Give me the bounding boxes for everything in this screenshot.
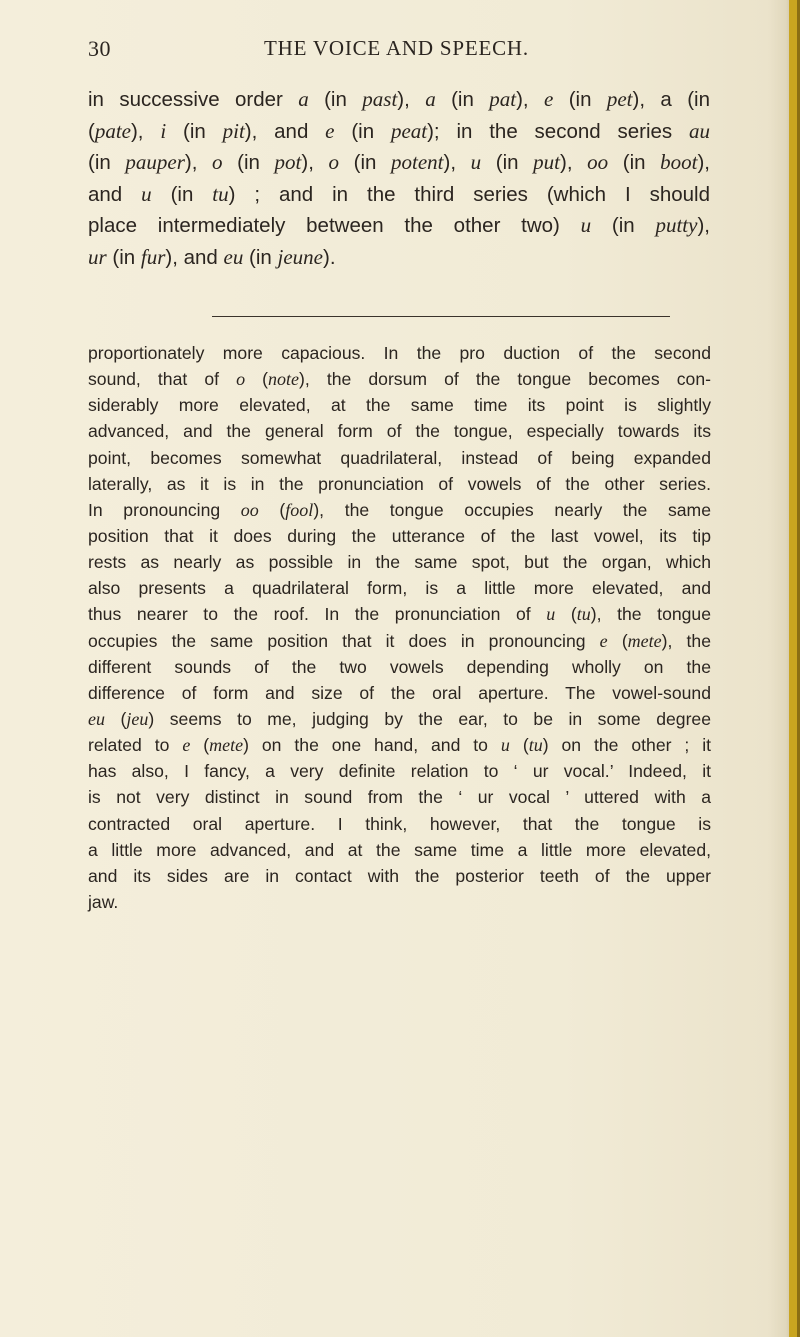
italic-term: peat [390,118,428,143]
text-run: (in [334,119,391,143]
italic-term: jeune [277,244,324,269]
italic-term: oo [240,499,259,520]
text-run: place intermediately between the other two) [88,214,581,238]
italic-term: e [182,735,191,756]
text-run: (in [481,151,534,175]
running-head [88,36,688,66]
body-line [88,654,711,680]
body-line [88,706,711,732]
text-run: position that it does during the utterance of the last vowel, its tip [88,525,711,546]
text-run: in successive order [88,88,299,111]
body-line [88,366,711,392]
text-run: sound, that of [88,369,237,390]
italic-term: putty [655,213,698,238]
text-run: ( [607,630,628,651]
text-run: (in [106,245,141,269]
text-run: (in [608,151,661,175]
body-line [88,471,711,497]
text-run: (in [243,245,278,269]
text-run: occupies the same position that it does in pronouncing [88,630,600,651]
italic-term: o [328,150,340,175]
text-run: ) on the other ; it [542,735,712,756]
italic-term: ur [88,244,107,269]
body-line [88,392,711,418]
text-run: ), the tongue [590,604,711,625]
text-run: ), [443,151,471,175]
text-run: difference of form and size of the oral aperture. The vowel-sound [88,682,711,703]
italic-term: fur [140,244,166,269]
upper-line [88,147,710,179]
italic-term: boot [660,150,698,175]
lower-paragraph [88,340,711,915]
body-line [88,811,711,837]
text-run: ( [88,119,95,143]
italic-term: oo [587,150,609,175]
italic-term: pot [274,150,302,175]
body-line [88,758,711,784]
text-run: ), the [661,630,712,651]
text-run: ); in the second series [427,119,689,143]
text-run: ), and [244,119,326,143]
body-line [88,680,711,706]
text-run: ) on the one hand, and to [243,735,501,756]
italic-term: past [362,87,398,111]
text-run: laterally, as it is in the pronunciation of vowels of the other series. [88,473,711,494]
italic-term: jeu [126,708,149,729]
body-line [88,628,711,654]
text-run: ), [560,151,588,175]
italic-term: e [543,87,554,111]
body-line [88,601,711,627]
text-run: ( [258,499,286,520]
text-run: ), [397,88,426,111]
upper-line [88,116,710,148]
text-run: ( [509,735,529,756]
italic-term: o [212,150,223,175]
body-line [88,575,711,601]
text-run: is not very distinct in sound from the ‘ ur vocal ’ uttered with a [88,787,711,808]
text-run: also presents a quadrilateral form, is a little more elevated, and [88,578,711,599]
italic-term: tu [212,181,229,206]
text-run: point, becomes somewhat quadrilateral, instead of being expanded [88,447,711,468]
upper-line [88,84,710,116]
text-run: different sounds of the two vowels depending wholly on the [88,656,711,677]
text-run: siderably more elevated, at the same time its point is slightly [88,395,711,416]
text-run: ( [190,735,210,756]
body-line [88,340,711,366]
italic-term: mete [627,630,662,651]
text-run: jaw. [88,891,119,912]
italic-term: u [580,213,592,238]
text-run: ( [245,369,269,390]
text-run: ( [555,604,577,625]
italic-term: u [141,181,152,206]
italic-term: au [688,118,710,143]
italic-term: e [325,118,335,143]
italic-term: eu [223,244,244,269]
body-line [88,732,711,758]
text-run: (in [339,151,392,175]
text-run: ), a (in [632,88,710,111]
italic-term: mete [209,735,244,756]
text-run: ) ; and in the third series (which I should [228,182,711,206]
italic-term: u [500,735,510,756]
upper-line [88,179,710,211]
italic-term: u [470,150,482,175]
text-run: contracted oral aperture. I think, however, that the tongue is [88,813,711,834]
text-run: rests as nearly as possible in the same spot, but the organ, which [88,552,711,573]
body-line [88,418,711,444]
italic-term: pit [222,118,245,143]
text-run: thus nearer to the roof. In the pronunciation of [88,604,547,625]
italic-term: o [236,369,246,390]
text-run: ). [323,245,336,269]
body-line [88,837,711,863]
italic-term: a [298,87,309,111]
text-run: ), the tongue occupies nearly the same [313,499,711,520]
text-run: ), [184,151,213,175]
upper-paragraph [88,84,710,274]
text-run: a little more advanced, and at the same time a little more elevated, [88,839,711,860]
italic-term: i [160,118,167,143]
text-run: ( [105,708,127,729]
italic-term: fool [285,499,314,520]
italic-term: tu [528,735,543,756]
body-line [88,523,711,549]
body-line [88,784,711,810]
text-run: (in [308,88,363,111]
text-run: ), and [165,245,224,269]
section-divider-rule [212,316,670,317]
text-run: (in [222,151,275,175]
italic-term: pet [606,87,633,111]
running-title: THE VOICE AND SPEECH. [264,36,529,60]
italic-term: put [533,150,560,175]
body-line [88,445,711,471]
italic-term: e [599,630,608,651]
text-run: and [88,182,142,206]
text-run: ), [516,88,544,111]
text-run: related to [88,735,183,756]
text-run: proportionately more capacious. In the pro duction of the second [88,343,711,363]
italic-term: eu [88,708,105,729]
text-run: (in [591,214,656,238]
body-line [88,497,711,523]
text-run: has also, I fancy, a very definite relation to ‘ ur vocal.’ Indeed, it [88,761,711,782]
text-run: In pronouncing [88,499,241,520]
text-run: advanced, and the general form of the tongue, especially towards its [88,421,711,442]
upper-line [88,210,710,242]
body-line [88,549,711,575]
text-run: (in [166,119,223,143]
text-run: (in [88,151,126,175]
italic-term: a [425,87,436,111]
text-run: ) seems to me, judging by the ear, to be in some degree [148,708,711,729]
text-run: (in [553,88,607,111]
text-run: ), [697,151,711,175]
italic-term: note [268,369,300,390]
italic-term: pauper [125,150,185,175]
italic-term: u [546,604,556,625]
italic-term: tu [576,604,591,625]
text-run: ), the dorsum of the tongue becomes con- [299,369,711,390]
text-run: (in [435,88,490,111]
text-run: ), [697,214,710,238]
italic-term: pat [489,87,517,111]
italic-term: pate [94,118,131,143]
italic-term: potent [391,150,444,175]
upper-line [88,242,710,274]
text-run: ), [130,119,161,143]
body-line [88,889,711,915]
body-line [88,863,711,889]
text-run: and its sides are in contact with the posterior teeth of the upper [88,865,711,886]
page-number: 30 [88,36,111,61]
text-run: ), [301,151,329,175]
text-run: (in [151,182,213,206]
